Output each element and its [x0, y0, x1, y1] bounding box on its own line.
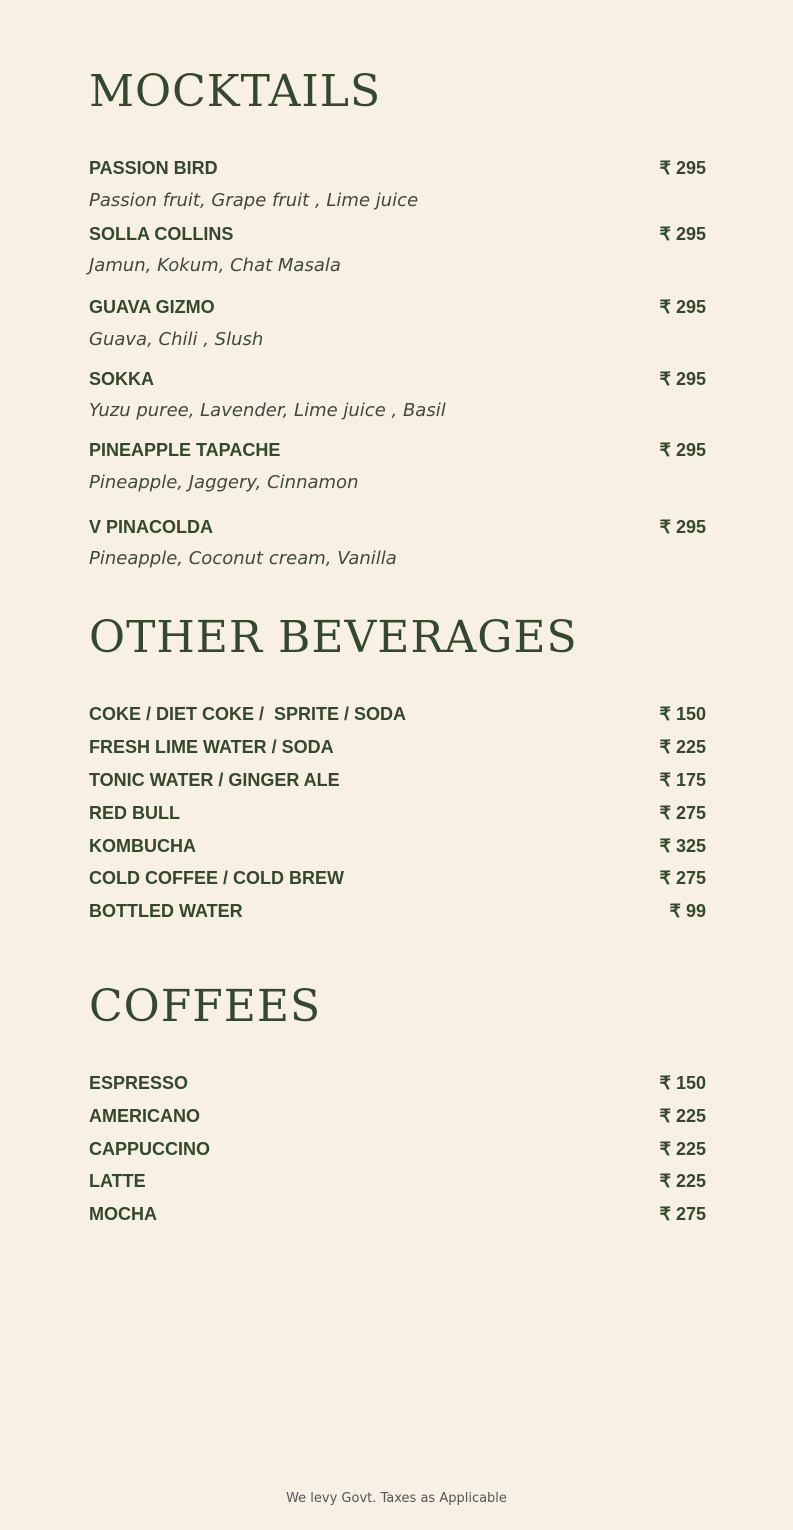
item-description: Jamun, Kokum, Chat Masala — [89, 255, 341, 276]
item-price: ₹ 295 — [659, 439, 706, 460]
menu-item-guava-gizmo — [89, 295, 706, 319]
item-description: Yuzu puree, Lavender, Lime juice , Basil — [89, 400, 446, 421]
menu-item-sokka — [89, 367, 706, 391]
item-name: MOCHA — [89, 1203, 157, 1224]
item-price: ₹ 275 — [659, 867, 706, 888]
item-name: SOLLA COLLINS — [89, 223, 234, 244]
item-price: ₹ 295 — [659, 296, 706, 317]
menu-item-cappuccino — [89, 1137, 706, 1161]
menu-item-red-bull — [89, 801, 706, 825]
item-name: GUAVA GIZMO — [89, 296, 215, 317]
item-price: ₹ 175 — [659, 769, 706, 790]
menu-item-tonic-water — [89, 768, 706, 792]
mocktails-heading: MOCKTAILS — [89, 66, 382, 117]
item-name: RED BULL — [89, 802, 180, 823]
item-price: ₹ 225 — [659, 736, 706, 757]
menu-item-pineapple-tapache — [89, 438, 706, 462]
menu-item-latte — [89, 1169, 706, 1193]
item-price: ₹ 295 — [659, 223, 706, 244]
item-name: AMERICANO — [89, 1105, 200, 1126]
menu-item-kombucha — [89, 834, 706, 858]
menu-item-fresh-lime — [89, 735, 706, 759]
item-price: ₹ 295 — [659, 157, 706, 178]
item-description: Pineapple, Coconut cream, Vanilla — [89, 548, 397, 569]
item-price: ₹ 150 — [659, 703, 706, 724]
item-price: ₹ 295 — [659, 516, 706, 537]
item-name: COKE / DIET COKE / SPRITE / SODA — [89, 703, 407, 724]
coffees-heading: COFFEES — [89, 981, 322, 1032]
menu-item-espresso — [89, 1071, 706, 1095]
menu-item-soft-drinks — [89, 702, 706, 726]
item-price: ₹ 225 — [659, 1170, 706, 1191]
item-description: Pineapple, Jaggery, Cinnamon — [89, 472, 359, 493]
item-description: Guava, Chili , Slush — [89, 329, 264, 350]
other-beverages-heading: OTHER BEVERAGES — [89, 612, 578, 663]
item-name: ESPRESSO — [89, 1072, 189, 1093]
menu-item-mocha — [89, 1202, 706, 1226]
item-price: ₹ 295 — [659, 368, 706, 389]
item-name: PASSION BIRD — [89, 157, 218, 178]
item-price: ₹ 275 — [659, 802, 706, 823]
item-price: ₹ 225 — [659, 1138, 706, 1159]
item-price: ₹ 325 — [659, 835, 706, 856]
item-name: PINEAPPLE TAPACHE — [89, 439, 281, 460]
menu-item-americano — [89, 1104, 706, 1128]
item-name: TONIC WATER / GINGER ALE — [89, 769, 340, 790]
item-name: COLD COFFEE / COLD BREW — [89, 867, 344, 888]
item-price: ₹ 150 — [659, 1072, 706, 1093]
menu-item-bottled-water — [89, 899, 706, 923]
item-description: Passion fruit, Grape fruit , Lime juice — [89, 190, 419, 211]
item-name: KOMBUCHA — [89, 835, 196, 856]
item-price: ₹ 99 — [669, 900, 706, 921]
tax-note: We levy Govt. Taxes as Applicable — [286, 1491, 507, 1506]
item-name: BOTTLED WATER — [89, 900, 243, 921]
item-name: V PINACOLDA — [89, 516, 214, 537]
menu-item-solla-collins — [89, 222, 706, 246]
item-name: FRESH LIME WATER / SODA — [89, 736, 334, 757]
item-price: ₹ 275 — [659, 1203, 706, 1224]
item-name: CAPPUCCINO — [89, 1138, 211, 1159]
item-name: SOKKA — [89, 368, 155, 389]
menu-item-passion-bird — [89, 156, 706, 180]
menu-item-v-pinacolda — [89, 515, 706, 539]
item-price: ₹ 225 — [659, 1105, 706, 1126]
menu-item-cold-coffee — [89, 866, 706, 890]
item-name: LATTE — [89, 1170, 146, 1191]
